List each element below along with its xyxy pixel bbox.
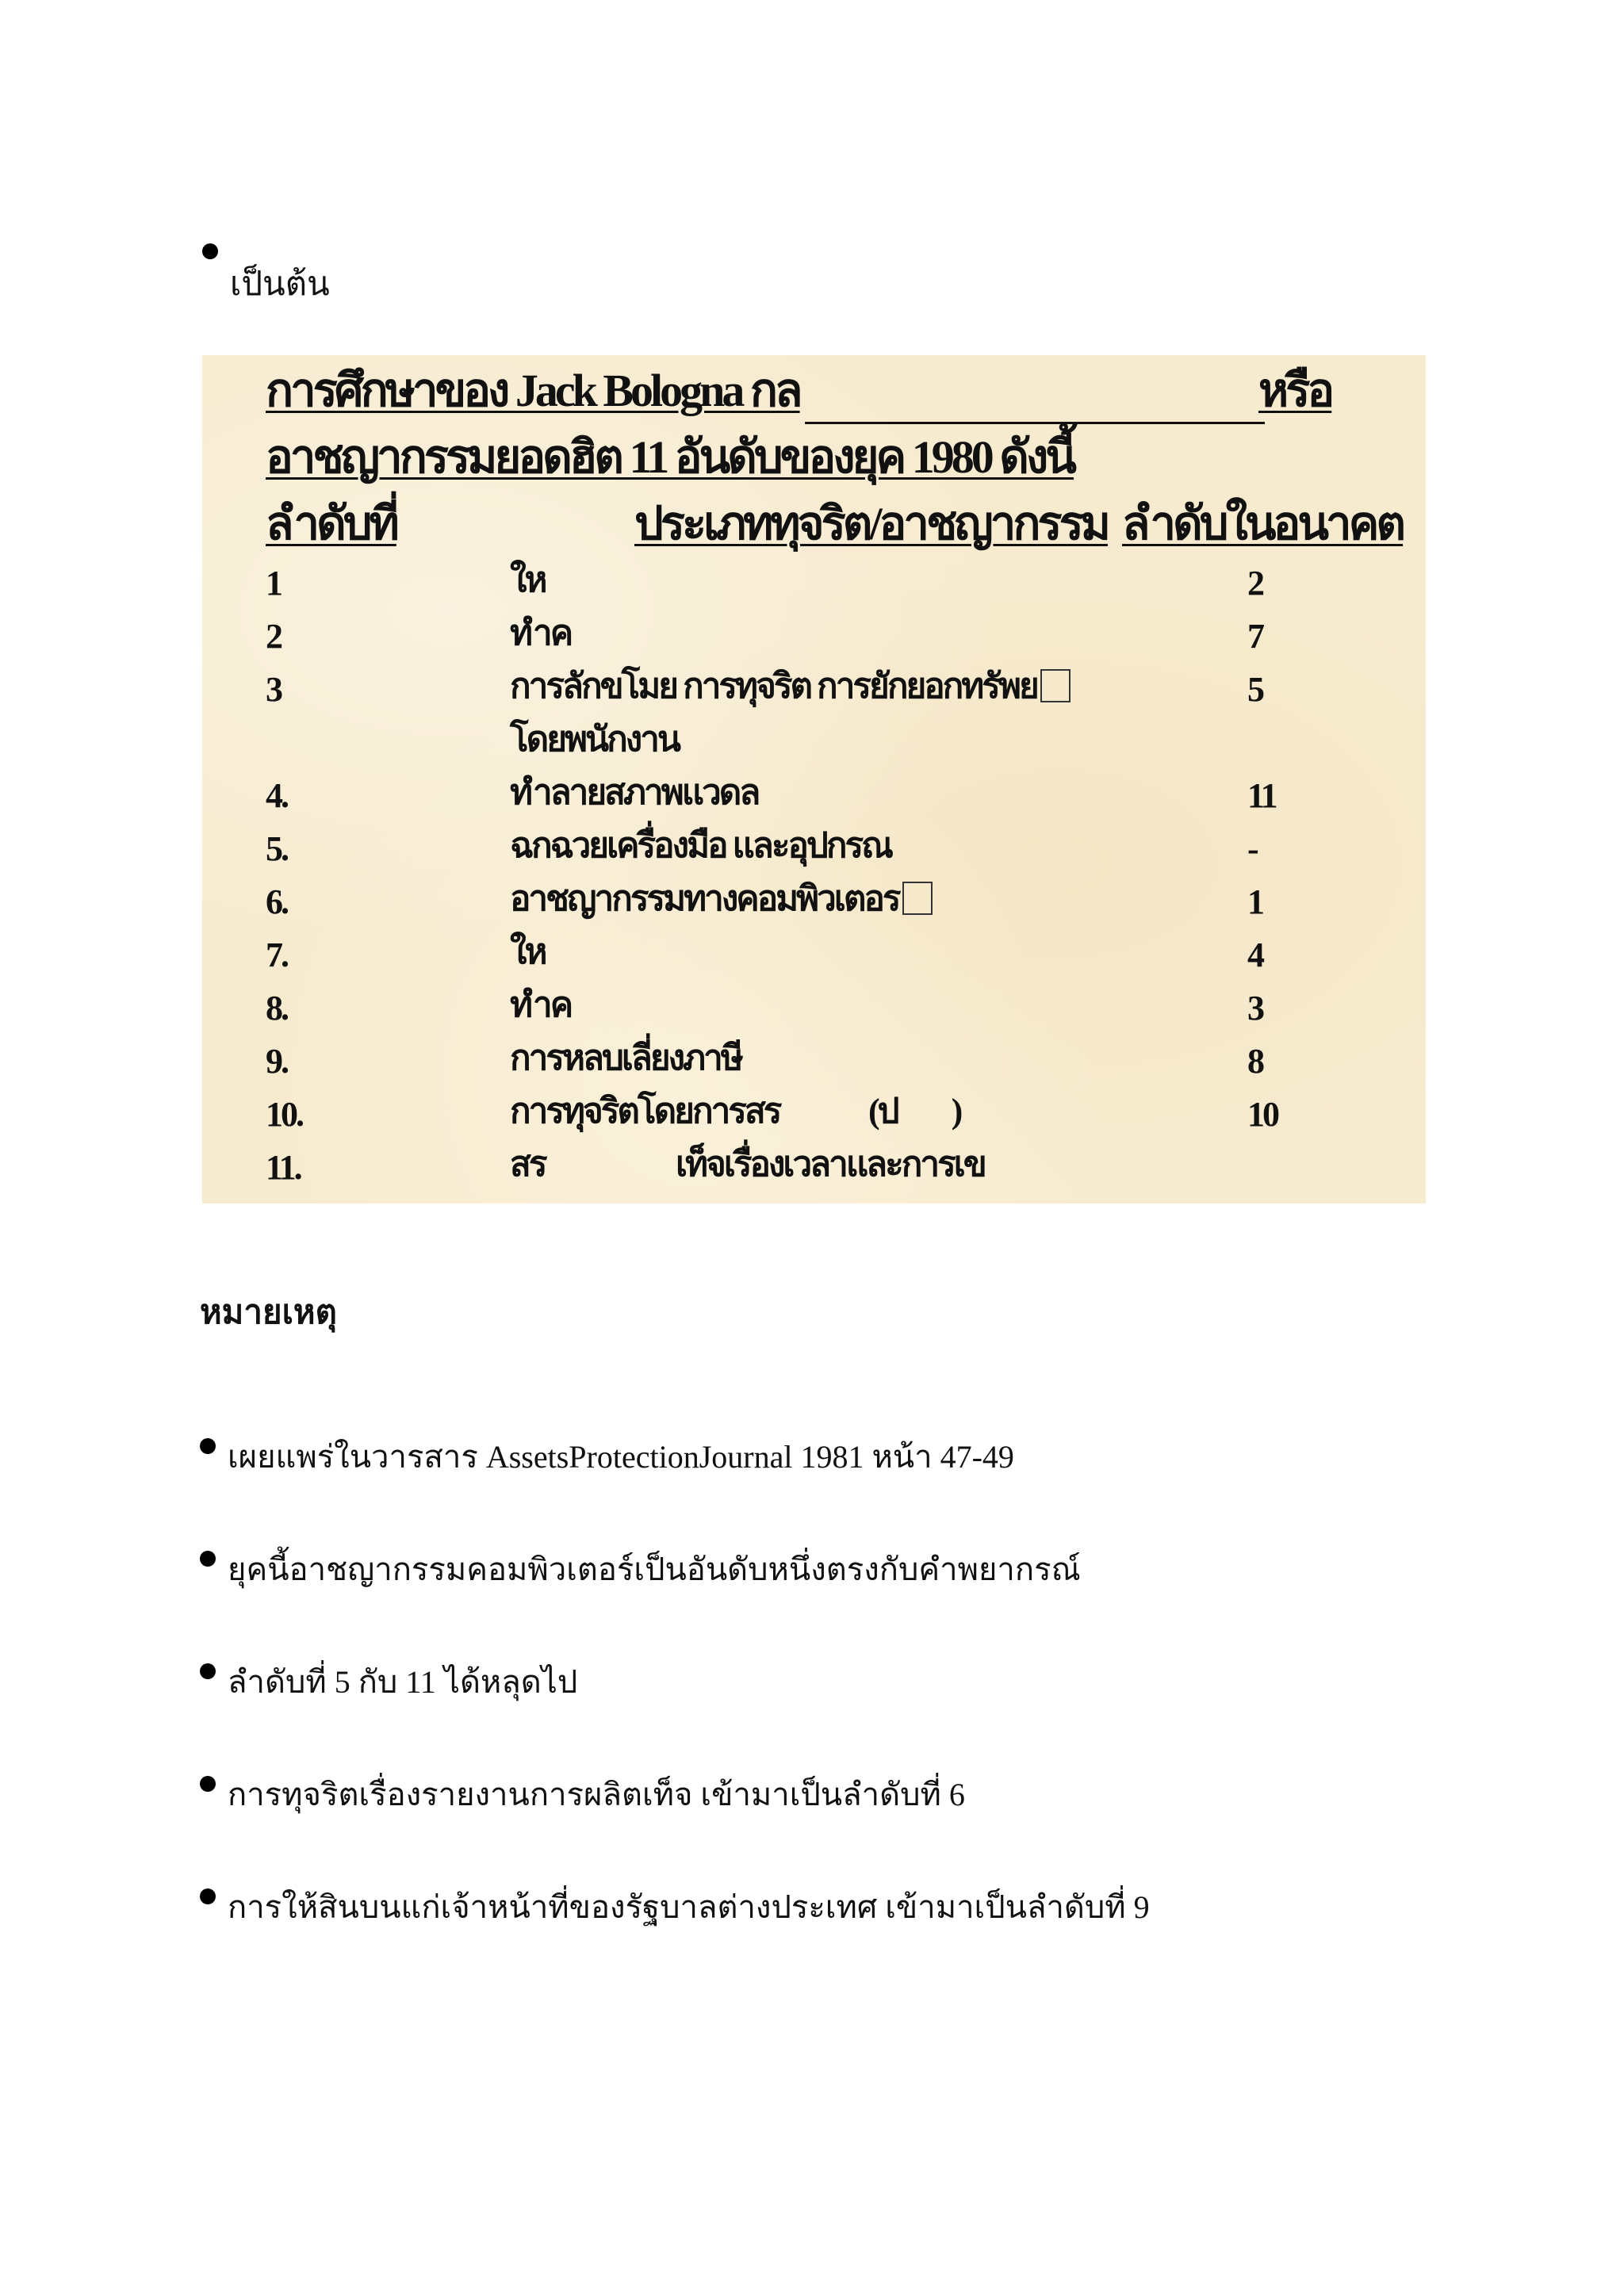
bullet-icon xyxy=(202,243,218,259)
row-4-type: ทำลายสภาพแวดล xyxy=(510,773,759,812)
row-11-rank: 11. xyxy=(266,1148,301,1187)
row-1-future: 2 xyxy=(1247,564,1262,603)
row-5-type: ฉกฉวยเครื่องมือ และอุปกรณ xyxy=(510,826,891,865)
slide-panel xyxy=(202,355,1426,1203)
row-1-rank: 1 xyxy=(266,564,281,603)
row-3-future: 5 xyxy=(1247,670,1262,709)
note-item-4: การทุจริตเรื่องรายงานการผลิตเท็จ เข้ามาเป็นลำดับที่ 6 xyxy=(228,1777,965,1812)
row-9-rank: 9. xyxy=(266,1042,287,1081)
row-9-type: การหลบเลี่ยงภาษี xyxy=(510,1039,741,1077)
bullet-icon xyxy=(200,1438,216,1454)
row-10-type: การทุจริตโดยการสร xyxy=(510,1092,780,1131)
row-2-rank: 2 xyxy=(266,617,281,656)
row-11-type-extra: เท็จเรื่องเวลาและการเข xyxy=(676,1145,985,1184)
row-2-type: ทำค xyxy=(510,614,572,652)
intro-text: เป็นต้น xyxy=(230,266,330,303)
missing-glyph-box xyxy=(1040,669,1071,702)
note-item-5: การให้สินบนแก่เจ้าหน้าที่ของรัฐบาลต่างประเทศ เข้ามาเป็นลำดับที่ 9 xyxy=(228,1889,1150,1925)
row-6-type-text: อาชญากรรมทางคอมพิวเตอร xyxy=(510,879,899,918)
row-7-rank: 7. xyxy=(266,936,287,974)
slide-title-line2: อาชญากรรมยอดฮิต 11 อันดับของยุค 1980 ดังนี้ xyxy=(266,431,1074,483)
row-6-rank: 6. xyxy=(266,882,287,921)
header-future: ลำดับในอนาคต xyxy=(1122,498,1404,549)
bullet-icon xyxy=(200,1776,216,1792)
row-2-future: 7 xyxy=(1247,617,1262,656)
row-4-future: 11 xyxy=(1247,776,1276,815)
notes-title: หมายเหตุ xyxy=(200,1295,337,1331)
row-9-future: 8 xyxy=(1247,1042,1262,1081)
bullet-icon xyxy=(200,1551,216,1567)
note-item-2: ยุคนี้อาชญากรรมคอมพิวเตอร์เป็นอันดับหนึ่งตรงกับคำพยากรณ์ xyxy=(228,1552,1081,1587)
row-5-future: - xyxy=(1247,829,1257,868)
row-3-type-line2: โดยพนักงาน xyxy=(510,720,679,759)
row-7-type: ให xyxy=(510,932,546,971)
slide-title-line1-left: การศึกษาของ Jack Bologna กล xyxy=(266,365,800,416)
row-3-rank: 3 xyxy=(266,670,281,709)
row-10-rank: 10. xyxy=(266,1095,302,1134)
row-6-type xyxy=(510,879,933,918)
title-underline-gap xyxy=(805,422,1265,424)
row-6-future: 1 xyxy=(1247,882,1262,921)
row-10-future: 10 xyxy=(1247,1095,1277,1134)
note-item-3: ลำดับที่ 5 กับ 11 ได้หลุดไป xyxy=(228,1664,578,1700)
header-rank: ลำดับที่ xyxy=(266,498,396,549)
row-7-future: 4 xyxy=(1247,936,1262,974)
bullet-icon xyxy=(200,1663,216,1679)
missing-glyph-box xyxy=(902,882,933,915)
row-5-rank: 5. xyxy=(266,829,287,868)
row-4-rank: 4. xyxy=(266,776,287,815)
row-3-type xyxy=(510,669,1071,704)
row-8-future: 3 xyxy=(1247,989,1262,1027)
row-8-rank: 8. xyxy=(266,989,287,1027)
row-8-type: ทำค xyxy=(510,985,572,1024)
row-10-type-extra: (ป ) xyxy=(868,1092,961,1131)
row-3-type-text: การลักขโมย การทุจริต การยักยอกทรัพย xyxy=(510,667,1037,706)
row-11-type: สร xyxy=(510,1145,546,1184)
slide-title-line1-right: หรือ xyxy=(1258,365,1332,416)
header-type: ประเภททุจริต/อาชญากรรม xyxy=(634,498,1108,549)
note-item-1: เผยแพร่ในวารสาร AssetsProtectionJournal 1981 หน้า 47-49 xyxy=(228,1439,1014,1475)
bullet-icon xyxy=(200,1888,216,1904)
row-1-type: ให xyxy=(510,561,546,599)
